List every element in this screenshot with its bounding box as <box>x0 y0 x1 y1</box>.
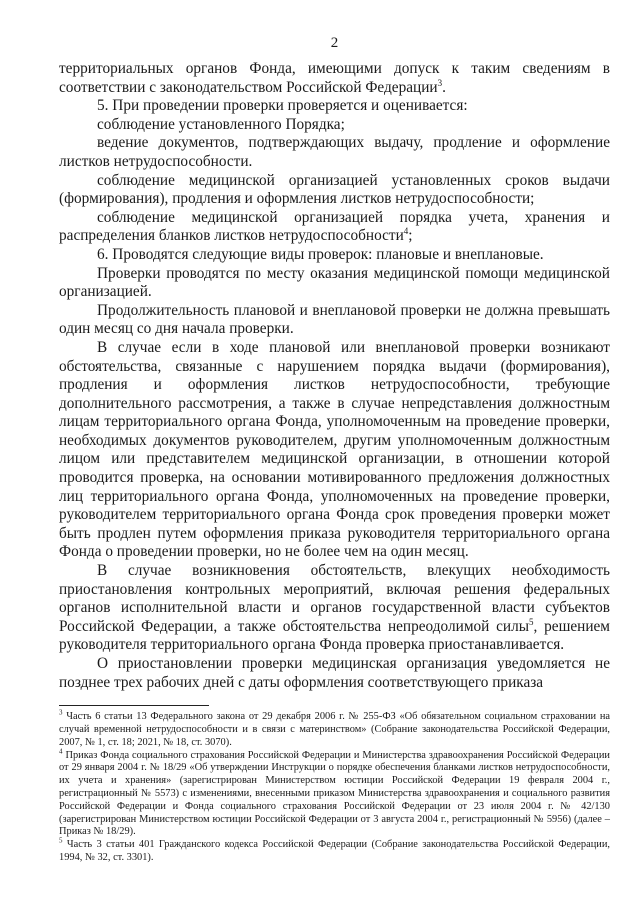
paragraph-3: соблюдение установленного Порядка; <box>97 115 345 133</box>
footnote-ref-3: 3 <box>437 77 443 88</box>
paragraph-11: В случае возникновения обстоятельств, влекущих необходимость приостановления контрольных мероприятий, включая решения федеральных органов исполнительной власти и органов государственной власти субъектов Российской Федерации, а также обстоятельства непреодолимой силы$^5$, решением руководителя территориального органа Фонда проверка приостанавливается. <box>59 562 610 654</box>
footnotes <box>59 708 611 865</box>
paragraph-7: 6. Проводятся следующие виды проверок: плановые и внеплановые. <box>97 245 544 263</box>
paragraph-4: ведение документов, подтверждающих выдачу, продление и оформление листков нетрудоспособности. <box>59 134 610 170</box>
footnote-ref-4: 4 <box>403 226 409 237</box>
page-number: 2 <box>330 35 339 51</box>
paragraph-6: соблюдение медицинской организацией порядка учета, хранения и распределения бланков листков нетрудоспособности$^4$; <box>59 208 610 245</box>
footnote-4: $^4$ Приказ Фонда социального страхования Российской Федерации и Министерства здравоохранения Российской Федерации от 29 января 2004 г. № 18/29 «Об утверждении Инструкции о порядке обеспечения бланками листков нетрудоспособности, их учета и хранения» (зарегистрирован Министерством юстиции Российской Федерации 19 февраля 2004 г., регистрационный № 5573) с изменениями, внесенными приказом Министерства здравоохранения и социального развития Российской Федерации и Фонда социального страхования Российской Федерации от 23 июля 2004 г. № 42/130 (зарегистрирован Министерством юстиции Российской Федерации от 3 августа 2004 г., регистрационный № 5956) (далее – Приказ № 18/29). <box>59 747 610 838</box>
footnote-5: $^5$ Часть 3 статьи 401 Гражданского кодекса Российской Федерации (Собрание законодательства Российской Федерации, 1994, № 32, ст. 3301). <box>59 836 611 863</box>
paragraph-5: соблюдение медицинской организацией установленных сроков выдачи (формирования), продления и оформления листков нетрудоспособности; <box>59 171 610 208</box>
footnote-3: $^3$ Часть 6 статьи 13 Федерального закона от 29 декабря 2006 г. № 255-ФЗ «Об обязательном социальном страховании на случай временной нетрудоспособности и в связи с материнством» (Собрание законодательства Российской Федерации, 2007, № 1, ст. 18; 2021, № 18, ст. 3070). <box>59 708 610 748</box>
paragraph-1: территориальных органов Фонда, имеющими допуск к таким сведениям в соответствии с законодательством Российской Федерации$^3$. <box>59 60 610 96</box>
paragraph-8: Проверки проводятся по месту оказания медицинской помощи медицинской организацией. <box>59 264 610 301</box>
footnote-ref-5: 5 <box>529 616 534 627</box>
paragraph-9: Продолжительность плановой и внеплановой проверки не должна превышать один месяц со дня начала проверки. <box>59 301 610 338</box>
body-text <box>59 60 610 692</box>
footnote-separator <box>59 705 209 706</box>
paragraph-2: 5. При проведении проверки проверяется и оценивается: <box>97 97 468 115</box>
paragraph-10: В случае если в ходе плановой или внеплановой проверки возникают обстоятельства, связанные с нарушением порядка выдачи (формирования), продления и оформления листков нетрудоспособности, требующие дополнительного рассмотрения, а также в случае непредставления должностным лицам территориального органа Фонда, уполномоченным на проведение проверки, необходимых документов руководителем, другим уполномоченным должностным лицом или представителем медицинской организации, в отношении которой проводится проверка, на основании мотивированного предложения должностных лиц территориального органа Фонда, уполномоченных на проведение проверки, руководителем территориального органа Фонда срок проведения проверки может быть продлен путем оформления приказа руководителя территориального органа Фонда о проведении проверки, но не более чем на один месяц. <box>59 338 610 561</box>
paragraph-12: О приостановлении проверки медицинская организация уведомляется не позднее трех рабочих дней с даты оформления соответствующего приказа <box>59 655 610 691</box>
